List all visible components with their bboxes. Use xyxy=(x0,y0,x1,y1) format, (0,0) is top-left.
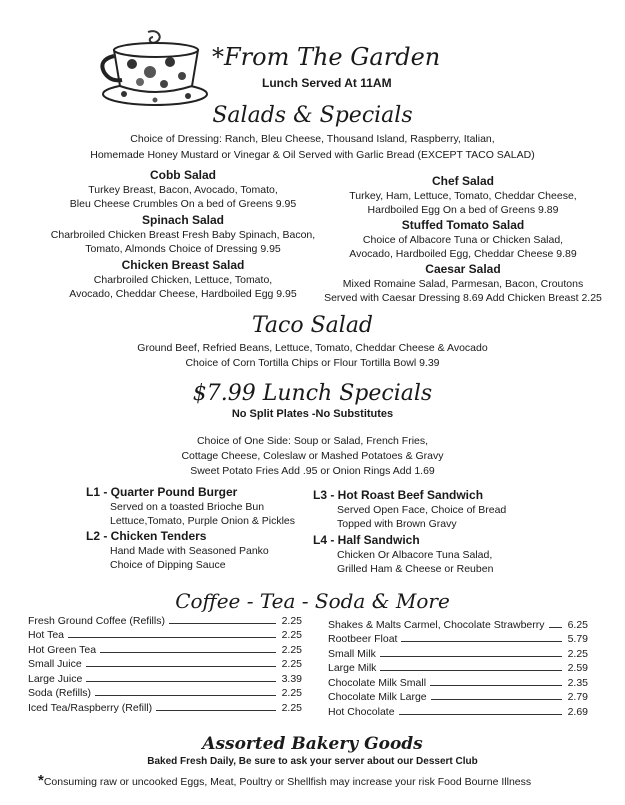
taco-salad-desc-1: Ground Beef, Refried Beans, Lettuce, Tomato, Cheddar Cheese & Avocado xyxy=(137,342,488,354)
lunch-hours: Lunch Served At 11AM xyxy=(262,76,392,90)
side-options-3: Sweet Potato Fries Add .95 or Onion Rings Add 1.69 xyxy=(190,465,435,477)
drink-price: 2.59 xyxy=(567,662,588,674)
drink-price: 2.25 xyxy=(281,643,302,656)
leader-line xyxy=(380,656,562,657)
drink-price: 2.25 xyxy=(281,687,302,699)
side-options-1: Choice of One Side: Soup or Salad, French Fries, xyxy=(196,435,429,447)
chef-salad-name: Chef Salad xyxy=(431,174,494,188)
lunch-special-title: L2 - Chicken Tenders xyxy=(86,529,207,543)
drink-price: 2.69 xyxy=(567,705,588,718)
bakery-note: Baked Fresh Daily, Be sure to ask your server about our Dessert Club xyxy=(147,756,478,767)
teacup-illustration xyxy=(100,28,210,108)
salads-left-column xyxy=(48,168,318,301)
drink-name: Fresh Ground Coffee (Refills) xyxy=(28,614,165,627)
salads-heading: Salads & Specials xyxy=(212,103,413,128)
drink-name: Soda (Refills) xyxy=(28,687,92,699)
page-title: *From The Garden xyxy=(212,43,441,71)
lunch-special-l4 xyxy=(313,532,493,576)
lunch-special-l2 xyxy=(86,528,269,572)
drink-row xyxy=(28,627,302,642)
leader-line xyxy=(430,685,562,686)
leader-line xyxy=(549,627,562,628)
lunch-special-desc: Hand Made with Seasoned Panko xyxy=(110,545,269,557)
leader-line xyxy=(169,623,276,624)
drink-price: 2.25 xyxy=(281,658,302,670)
drink-row xyxy=(28,670,302,685)
spinach-salad-desc-1: Charbroiled Chicken Breast Fresh Baby Spinach, Bacon, xyxy=(50,229,316,241)
stuffed-tomato-salad-desc-2: Avocado, Hardboiled Egg, Cheddar Cheese 9.89 xyxy=(349,248,577,260)
drink-row xyxy=(328,645,588,660)
stuffed-tomato-salad-desc-1: Choice of Albacore Tuna or Chicken Salad, xyxy=(362,234,564,246)
drink-name: Shakes & Malts Carmel, Chocolate Strawberry xyxy=(328,618,545,631)
lunch-special-l3 xyxy=(313,487,506,531)
drink-name: Iced Tea/Raspberry (Refill) xyxy=(28,701,153,714)
lunch-special-desc: Topped with Brown Gravy xyxy=(337,518,457,530)
lunch-special-desc: Served Open Face, Choice of Bread xyxy=(337,504,507,516)
lunch-special-desc: Chicken Or Albacore Tuna Salad, xyxy=(337,549,493,561)
drink-row xyxy=(328,703,588,718)
drink-row xyxy=(328,616,588,631)
caesar-salad-desc-2: Served with Caesar Dressing 8.69 Add Chicken Breast 2.25 xyxy=(324,292,602,304)
drink-name: Rootbeer Float xyxy=(328,633,398,645)
lunch-special-desc: Grilled Ham & Cheese or Reuben xyxy=(337,563,494,575)
food-safety-warning xyxy=(38,773,618,790)
lunch-special-title: L3 - Hot Roast Beef Sandwich xyxy=(313,488,484,502)
lunch-specials-note: No Split Plates -No Substitutes xyxy=(231,408,394,420)
cobb-salad-desc-1: Turkey Breast, Bacon, Avocado, Tomato, xyxy=(88,184,278,196)
leader-line xyxy=(399,714,562,715)
drinks-left-list xyxy=(28,612,302,714)
lunch-special-desc: Lettuce,Tomato, Purple Onion & Pickles xyxy=(110,515,296,527)
drink-price: 6.25 xyxy=(567,618,588,631)
drink-row xyxy=(28,612,302,627)
caesar-salad-desc-1: Mixed Romaine Salad, Parmesan, Bacon, Croutons xyxy=(342,278,584,290)
drink-price: 2.25 xyxy=(567,647,588,660)
drink-name: Large Juice xyxy=(28,672,83,685)
leader-line xyxy=(95,695,276,696)
taco-salad-desc-2: Choice of Corn Tortilla Chips or Flour Tortilla Bowl 9.39 xyxy=(185,357,440,369)
drink-name: Large Milk xyxy=(328,662,377,674)
cobb-salad-desc-2: Bleu Cheese Crumbles On a bed of Greens 9.95 xyxy=(69,198,297,210)
drink-price: 2.25 xyxy=(281,614,302,627)
cobb-salad-name: Cobb Salad xyxy=(149,168,216,182)
spinach-salad-name: Spinach Salad xyxy=(141,213,225,227)
spinach-salad-desc-2: Tomato, Almonds Choice of Dressing 9.95 xyxy=(85,243,281,255)
leader-line xyxy=(431,699,562,700)
leader-line xyxy=(86,681,275,682)
drinks-heading: Coffee - Tea - Soda & More xyxy=(175,589,450,613)
leader-line xyxy=(401,641,561,642)
chicken-breast-salad-name: Chicken Breast Salad xyxy=(121,258,245,272)
drink-row xyxy=(28,641,302,656)
lunch-specials-heading: $7.99 Lunch Specials xyxy=(192,381,433,406)
chef-salad-desc-2: Hardboiled Egg On a bed of Greens 9.89 xyxy=(367,204,559,216)
drink-name: Hot Tea xyxy=(28,629,64,641)
chicken-breast-salad-desc-1: Charbroiled Chicken, Lettuce, Tomato, xyxy=(93,274,273,286)
leader-line xyxy=(68,637,276,638)
drink-price: 2.35 xyxy=(567,676,588,689)
warning-text: Consuming raw or uncooked Eggs, Meat, Poultry or Shellfish may increase your risk Food Bourne Illness xyxy=(43,776,532,788)
lunch-special-title: L4 - Half Sandwich xyxy=(313,533,420,547)
lunch-special-l1 xyxy=(86,484,295,528)
drink-row xyxy=(328,631,588,646)
chef-salad-desc-1: Turkey, Ham, Lettuce, Tomato, Cheddar Cheese, xyxy=(349,190,577,202)
bakery-heading: Assorted Bakery Goods xyxy=(202,734,423,754)
leader-line xyxy=(156,710,275,711)
drink-row xyxy=(28,699,302,714)
drink-price: 2.25 xyxy=(281,629,302,641)
drinks-right-list xyxy=(328,616,588,718)
side-options-2: Cottage Cheese, Coleslaw or Mashed Potatoes & Gravy xyxy=(181,450,444,462)
drink-name: Chocolate Milk Large xyxy=(328,691,427,703)
drink-price: 2.79 xyxy=(567,691,588,703)
drink-price: 2.25 xyxy=(281,701,302,714)
drink-name: Hot Green Tea xyxy=(28,643,97,656)
drink-row xyxy=(328,660,588,675)
lunch-special-desc: Choice of Dipping Sauce xyxy=(110,559,226,571)
drink-name: Chocolate Milk Small xyxy=(328,676,427,689)
salads-right-column xyxy=(318,174,608,305)
lunch-special-desc: Served on a toasted Brioche Bun xyxy=(110,501,265,513)
drink-name: Small Milk xyxy=(328,647,376,660)
caesar-salad-name: Caesar Salad xyxy=(425,262,501,276)
asterisk: * xyxy=(38,772,44,789)
leader-line xyxy=(380,670,561,671)
drink-row xyxy=(28,685,302,700)
chicken-breast-salad-desc-2: Avocado, Cheddar Cheese, Hardboiled Egg 9.95 xyxy=(69,288,297,300)
drink-name: Hot Chocolate xyxy=(328,705,395,718)
leader-line xyxy=(100,652,275,653)
dressing-line-2: Homemade Honey Mustard or Vinegar & Oil Served with Garlic Bread (EXCEPT TACO SALAD) xyxy=(90,149,535,161)
dressing-line-1: Choice of Dressing: Ranch, Bleu Cheese, Thousand Island, Raspberry, Italian, xyxy=(130,133,495,145)
drink-row xyxy=(328,674,588,689)
stuffed-tomato-salad-name: Stuffed Tomato Salad xyxy=(401,218,525,232)
drink-price: 5.79 xyxy=(567,633,588,645)
leader-line xyxy=(86,666,276,667)
lunch-special-title: L1 - Quarter Pound Burger xyxy=(86,485,238,499)
drink-name: Small Juice xyxy=(28,658,82,670)
drink-row xyxy=(28,656,302,671)
drink-price: 3.39 xyxy=(281,672,302,685)
drink-row xyxy=(328,689,588,704)
taco-salad-heading: Taco Salad xyxy=(251,313,374,338)
